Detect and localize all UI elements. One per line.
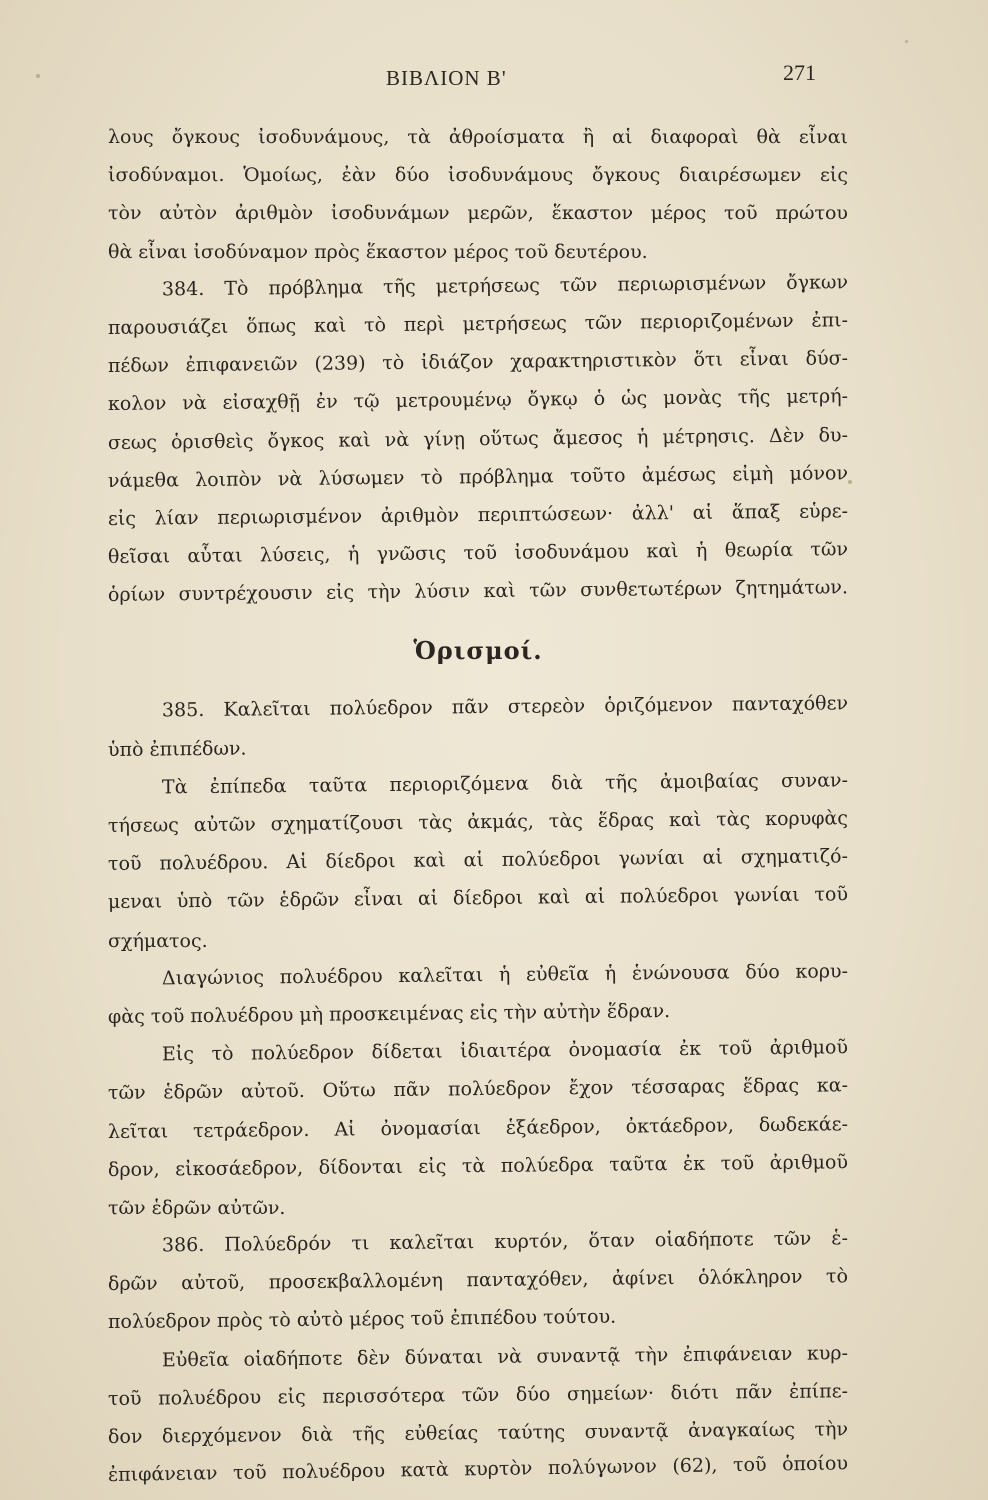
text-line: κολον νὰ εἰσαχθῇ ἐν τῷ μετρουμένῳ ὄγκῳ ὁ ὡς μονὰς τῆς μετρή-	[107, 385, 849, 416]
paper-speck	[905, 40, 908, 43]
text-line: Εὐθεῖα οἱαδήποτε δὲν δύναται νὰ συναντᾷ τὴν ἐπιφάνειαν κυρ-	[161, 1341, 849, 1372]
text-line: πέδων ἐπιφανειῶν (239) τὸ ἰδιάζον χαρακτηριστικὸν ὅτι εἶναι δύσ-	[107, 347, 849, 378]
text-line: δρον, εἰκοσάεδρον, δίδονται εἰς τὰ πολύεδρα ταῦτα ἐκ τοῦ ἀριθμοῦ	[107, 1150, 849, 1181]
text-line: Διαγώνιος πολυέδρου καλεῖται ἡ εὐθεῖα ἡ ἑνώνουσα δύο κορυ-	[161, 960, 849, 990]
paper-speck	[36, 74, 40, 78]
text-line: παρουσιάζει ὅπως καὶ τὸ περὶ μετρήσεως τῶν περιοριζομένων ἐπι-	[107, 309, 849, 339]
text-line: λους ὄγκους ἰσοδυνάμους, τὰ ἀθροίσματα ἢ αἱ διαφοραὶ θὰ εἶναι	[108, 126, 848, 148]
paragraph-384-start: 384. Τὸ πρόβλημα τῆς μετρήσεως τῶν περιωρισμένων ὄγκων	[161, 271, 849, 301]
text-line: θεῖσαι αὗται λύσεις, ἡ γνῶσις τοῦ ἰσοδυνάμου καὶ ἡ θεωρία τῶν	[107, 538, 849, 569]
text-line: τοῦ πολυέδρου. Αἱ δίεδροι καὶ αἱ πολύεδροι γωνίαι αἱ σχηματιζό-	[107, 845, 849, 876]
text-line: φὰς τοῦ πολυέδρου μὴ προσκειμένας εἰς τὴν αὐτὴν ἕδραν.	[107, 1000, 671, 1028]
text-line: νάμεθα λοιπὸν νὰ λύσωμεν τὸ πρόβλημα τοῦτο ἀμέσως εἰμὴ μόνον	[107, 461, 849, 492]
section-heading-definitions: Ὁρισμοί.	[413, 636, 543, 666]
text-line: ἐπιφάνειαν τοῦ πολυέδρου κατὰ κυρτὸν πολύγωνον (62), τοῦ ὁποίου	[107, 1452, 849, 1487]
text-line: τῶν ἑδρῶν αὐτῶν.	[108, 1196, 286, 1219]
text-line: Εἰς τὸ πολύεδρον δίδεται ἰδιαιτέρα ὀνομασία ἐκ τοῦ ἀριθμοῦ	[161, 1036, 849, 1066]
text-line: μεναι ὑπὸ τῶν ἑδρῶν εἶναι αἱ δίεδροι καὶ αἱ πολύεδροι γωνίαι τοῦ	[107, 883, 849, 914]
body-text	[108, 118, 848, 1494]
text-line: σεως ὁρισθεὶς ὄγκος καὶ νὰ γίνῃ οὕτως ἄμεσος ἡ μέτρησις. Δὲν δυ-	[107, 423, 849, 454]
text-line: ἰσοδύναμοι. Ὁμοίως, ἐὰν δύο ἰσοδυνάμους ὄγκους διαιρέσωμεν εἰς	[108, 164, 848, 187]
paper-speck	[848, 480, 852, 484]
text-line: εἰς λίαν περιωρισμένον ἀριθμὸν περιπτώσεων· ἀλλ' αἱ ἅπαξ εὑρε-	[107, 500, 849, 530]
paragraph-386-start: 386. Πολύεδρόν τι καλεῖται κυρτόν, ὅταν οἱαδήποτε τῶν ἑ-	[161, 1227, 849, 1257]
text-line: τῶν ἑδρῶν αὐτοῦ. Οὕτω πᾶν πολύεδρον ἔχον τέσσαρας ἕδρας κα-	[107, 1074, 849, 1105]
text-line: δον διερχόμενον διὰ τῆς εὐθείας ταύτης συναντᾷ ἀναγκαίως τὴν	[107, 1418, 849, 1448]
text-line: λεῖται τετράεδρον. Αἱ ὀνομασίαι ἑξάεδρον, ὀκτάεδρον, δωδεκάε-	[107, 1112, 849, 1143]
text-line: σχήματος.	[108, 929, 208, 952]
text-line: δρῶν αὐτοῦ, προσεκβαλλομένη πανταχόθεν, ἀφίνει ὁλόκληρον τὸ	[107, 1265, 849, 1296]
text-line: πολύεδρον πρὸς τὸ αὐτὸ μέρος τοῦ ἐπιπέδου τούτου.	[107, 1306, 617, 1334]
text-line: τὸν αὐτὸν ἀριθμὸν ἰσοδυνάμων μερῶν, ἕκαστον μέρος τοῦ πρώτου	[108, 202, 848, 225]
text-line: τήσεως αὐτῶν σχηματίζουσι τὰς ἀκμάς, τὰς ἕδρας καὶ τὰς κορυφὰς	[107, 807, 849, 837]
text-line: ὑπὸ ἐπιπέδων.	[107, 737, 247, 761]
running-head: ΒΙΒΛΙΟΝ Β'	[386, 66, 507, 90]
page-number: 271	[783, 60, 816, 85]
text-line: τοῦ πολυέδρου εἰς περισσότερα τῶν δύο σημείων· διότι πᾶν ἐπίπε-	[107, 1380, 849, 1410]
text-line: θὰ εἶναι ἰσοδύναμον πρὸς ἕκαστον μέρος τοῦ δευτέρου.	[108, 240, 648, 263]
text-line: ὁρίων συντρέχουσιν εἰς τὴν λύσιν καὶ τῶν συνθετωτέρων ζητημάτων.	[107, 576, 849, 607]
text-line: Τὰ ἐπίπεδα ταῦτα περιοριζόμενα διὰ τῆς ἀμοιβαίας συναν-	[161, 769, 849, 799]
paragraph-385-start: 385. Καλεῖται πολύεδρον πᾶν στερεὸν ὁριζόμενον πανταχόθεν	[161, 692, 849, 722]
